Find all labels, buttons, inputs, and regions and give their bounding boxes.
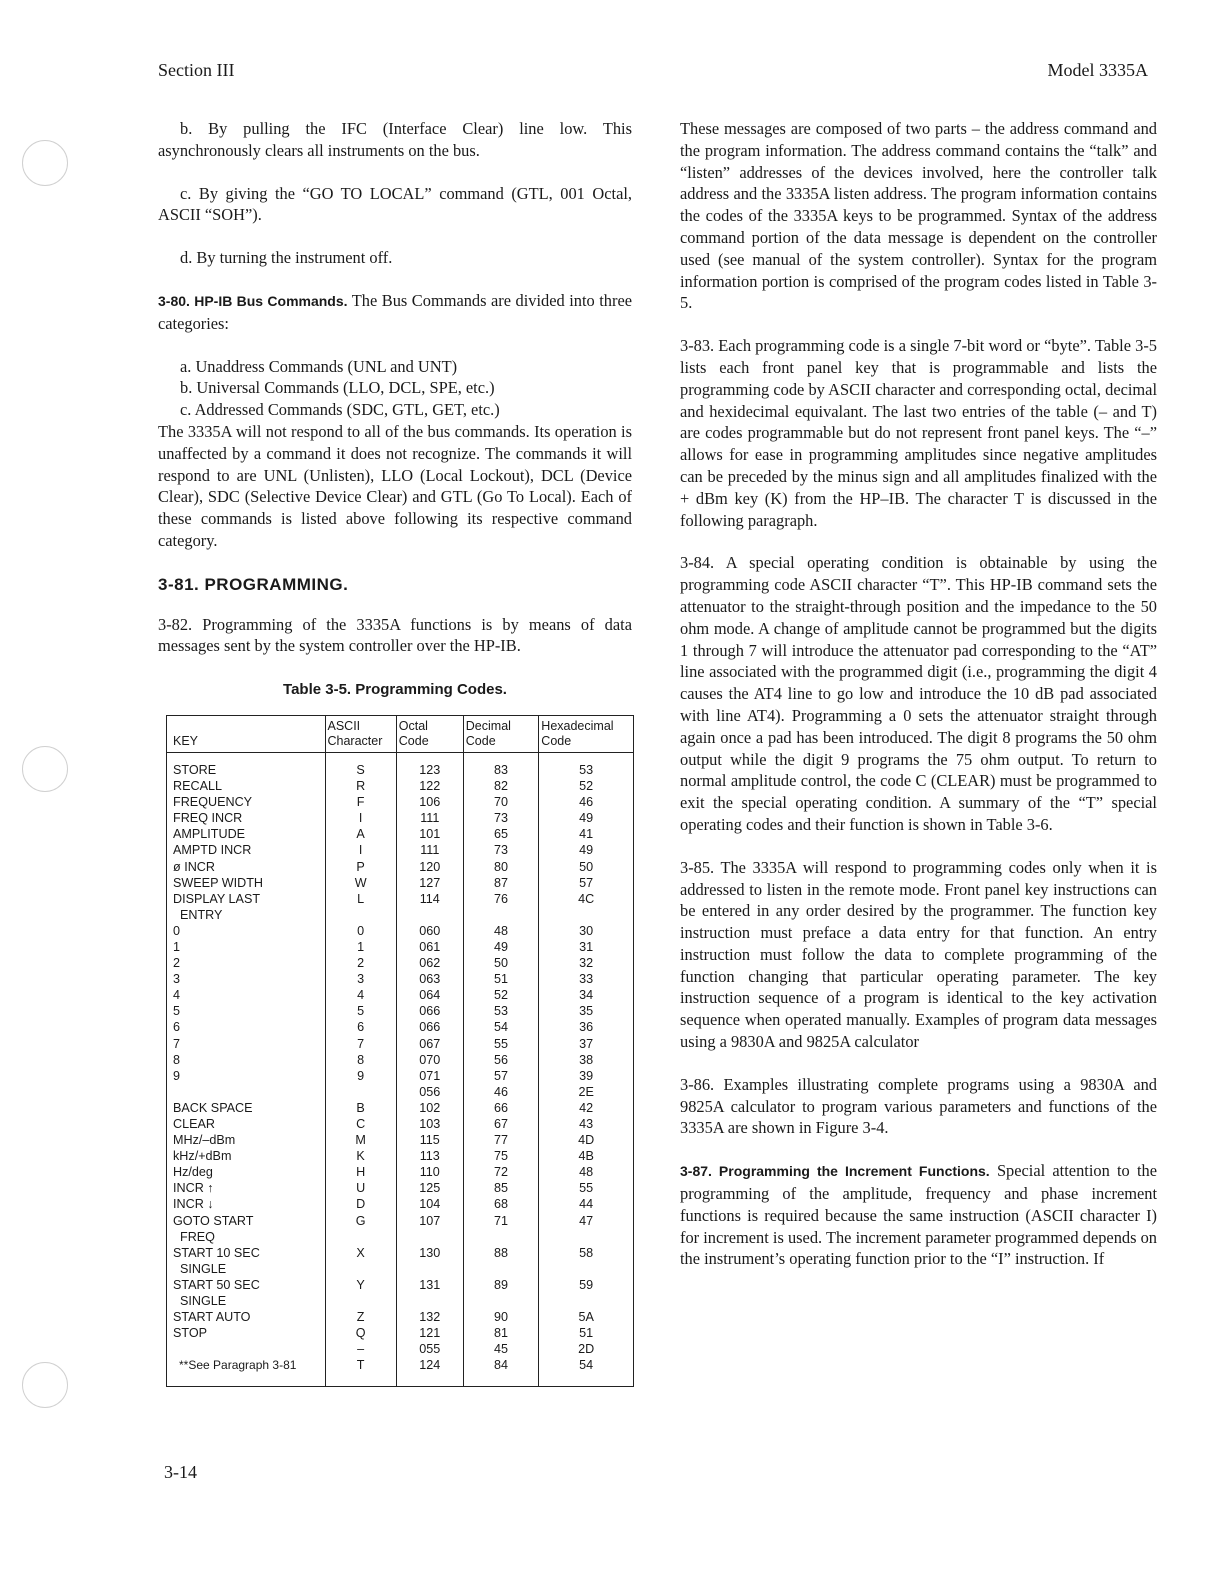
cell-ascii: 5	[325, 1003, 396, 1019]
cell-ascii: F	[325, 794, 396, 810]
cell-ascii	[325, 1229, 396, 1245]
cell-ascii: P	[325, 859, 396, 875]
table-row	[167, 971, 634, 987]
cell-octal	[396, 907, 463, 923]
table-row	[167, 842, 634, 858]
binder-hole-top	[22, 140, 68, 186]
cell-ascii	[325, 1293, 396, 1309]
cell-octal: 102	[396, 1100, 463, 1116]
cell-octal: 066	[396, 1003, 463, 1019]
cell-hex: 58	[539, 1245, 634, 1261]
table-row	[167, 939, 634, 955]
para-b: b. By pulling the IFC (Interface Clear) line low. This asynchronously clears all instruments on the bus.	[158, 119, 632, 160]
table-row	[167, 794, 634, 810]
cell-ascii: B	[325, 1100, 396, 1116]
cell-decimal: 80	[463, 859, 539, 875]
cell-ascii: C	[325, 1116, 396, 1132]
programming-codes-table	[166, 715, 634, 1387]
cell-ascii: G	[325, 1213, 396, 1229]
cell-octal: 070	[396, 1052, 463, 1068]
cell-key: INCR ↓	[167, 1196, 326, 1212]
cell-ascii: L	[325, 891, 396, 907]
cell-decimal: 53	[463, 1003, 539, 1019]
table-row	[167, 891, 634, 907]
cell-octal: 131	[396, 1277, 463, 1293]
table-row	[167, 1164, 634, 1180]
table-row	[167, 1293, 634, 1309]
right-column	[680, 118, 1157, 1291]
cell-octal: 104	[396, 1196, 463, 1212]
cell-octal: 064	[396, 987, 463, 1003]
cell-ascii: 7	[325, 1036, 396, 1052]
cell-octal: 106	[396, 794, 463, 810]
cell-hex: 4B	[539, 1148, 634, 1164]
para-d: d. By turning the instrument off.	[180, 248, 393, 268]
cell-decimal: 85	[463, 1180, 539, 1196]
cell-ascii: –	[325, 1341, 396, 1357]
cell-hex: 46	[539, 794, 634, 810]
table-row	[167, 955, 634, 971]
table-row	[167, 987, 634, 1003]
para-3-84: 3-84. A special operating condition is obtainable by using the programming code ASCII character “T”. This HP-IB command sets the attenuator to the straight-through position and the impedance to the 50 ohm mode. A change of amplitude cannot be programmed but the digits 1 through 7 will introduce the attenuator pad corresponding to the “AT” line associated with the programmed digit (i.e., programming the digit 4 causes the AT4 line to go low and introduce the 10 dB pad associated with line AT4). Programming a 0 sets the attenuator straight through again once a pad has been introduced. The digit 8 programs the 50 ohm output while the digit 9 programs the 75 ohm output. To return to normal amplitude control, the code C (CLEAR) must be programmed to exit the special operating condition. A summary of the “T” special operating codes and their function is shown in Table 3-6.	[680, 553, 1157, 834]
cell-octal: 121	[396, 1325, 463, 1341]
cell-hex: 4D	[539, 1132, 634, 1148]
cell-key: SINGLE	[167, 1261, 326, 1277]
cell-octal: 123	[396, 752, 463, 778]
col-header-ascii: ASCII Character	[325, 715, 396, 752]
cell-octal: 114	[396, 891, 463, 907]
cell-ascii: I	[325, 842, 396, 858]
table-row	[167, 810, 634, 826]
col-header-hex: Hexadecimal Code	[539, 715, 634, 752]
col-header-key: KEY	[167, 715, 326, 752]
cell-ascii: 1	[325, 939, 396, 955]
list-item: b. Universal Commands (LLO, DCL, SPE, etc.)	[180, 378, 495, 398]
cell-octal	[396, 1229, 463, 1245]
table-row	[167, 1036, 634, 1052]
cell-decimal	[463, 907, 539, 923]
table-row	[167, 907, 634, 923]
cell-ascii: 9	[325, 1068, 396, 1084]
cell-key: SWEEP WIDTH	[167, 875, 326, 891]
cell-decimal: 75	[463, 1148, 539, 1164]
table-caption: Table 3-5. Programming Codes.	[283, 681, 507, 699]
cell-ascii: 6	[325, 1019, 396, 1035]
cell-decimal: 66	[463, 1100, 539, 1116]
cell-octal: 120	[396, 859, 463, 875]
cell-key: RECALL	[167, 778, 326, 794]
cell-ascii: 8	[325, 1052, 396, 1068]
cell-octal: 132	[396, 1309, 463, 1325]
cell-key: kHz/+dBm	[167, 1148, 326, 1164]
para-3-87-text: Special attention to the programming of the amplitude, frequency and phase increment functions is required because the same instruction (ASCII character I) for increment is used. The increment parameter programmed depends on the instrument’s operating function prior to the “I” instruction. If	[680, 1161, 1157, 1269]
cell-decimal: 68	[463, 1196, 539, 1212]
binder-hole-middle	[22, 746, 68, 792]
cell-key: STOP	[167, 1325, 326, 1341]
cell-octal: 060	[396, 923, 463, 939]
cell-ascii: Q	[325, 1325, 396, 1341]
cell-hex: 55	[539, 1180, 634, 1196]
left-column	[158, 118, 632, 1387]
binder-hole-bottom	[22, 1362, 68, 1408]
cell-hex: 30	[539, 923, 634, 939]
table-row	[167, 1341, 634, 1357]
cell-hex: 59	[539, 1277, 634, 1293]
cell-octal: 124	[396, 1357, 463, 1386]
cell-ascii: A	[325, 826, 396, 842]
cell-decimal: 90	[463, 1309, 539, 1325]
cell-decimal: 71	[463, 1213, 539, 1229]
table-row	[167, 1229, 634, 1245]
cell-ascii: M	[325, 1132, 396, 1148]
cell-hex: 47	[539, 1213, 634, 1229]
table-row	[167, 826, 634, 842]
para-3-80-heading: 3-80. HP-IB Bus Commands.	[158, 292, 348, 309]
table-header-row	[167, 715, 634, 752]
cell-key: **See Paragraph 3-81	[167, 1357, 326, 1386]
cell-octal: 122	[396, 778, 463, 794]
cell-ascii: 0	[325, 923, 396, 939]
cell-hex: 48	[539, 1164, 634, 1180]
cell-octal: 111	[396, 842, 463, 858]
para-3-83: 3-83. Each programming code is a single 7-bit word or “byte”. Table 3-5 lists each front panel key that is programmable and lists the programming code by ASCII character and corresponding octal, decimal and hexidecimal equivalant. The last two entries of the table (– and T) are codes programmable but do not represent front panel keys. The “–” allows for ease in programming amplitudes since negative amplitudes can be preceded by the minus sign and all amplitudes finalized with the + dBm key (K) from the HP–IB. The character T is discussed in the following paragraph.	[680, 336, 1157, 530]
cell-key: START AUTO	[167, 1309, 326, 1325]
cell-octal: 115	[396, 1132, 463, 1148]
cell-hex: 49	[539, 842, 634, 858]
cell-hex: 41	[539, 826, 634, 842]
cell-octal: 055	[396, 1341, 463, 1357]
para-c: c. By giving the “GO TO LOCAL” command (GTL, 001 Octal, ASCII “SOH”).	[158, 183, 632, 225]
cell-ascii	[325, 907, 396, 923]
table-row	[167, 875, 634, 891]
cell-decimal: 57	[463, 1068, 539, 1084]
cell-hex	[539, 1261, 634, 1277]
table-row	[167, 1148, 634, 1164]
cell-decimal: 48	[463, 923, 539, 939]
cell-ascii: 2	[325, 955, 396, 971]
cell-decimal: 73	[463, 810, 539, 826]
cell-ascii: T	[325, 1357, 396, 1386]
cell-ascii: Z	[325, 1309, 396, 1325]
cell-hex: 51	[539, 1325, 634, 1341]
para-3-87	[680, 1160, 1157, 1270]
table-row	[167, 923, 634, 939]
table-row	[167, 1116, 634, 1132]
cell-ascii: D	[325, 1196, 396, 1212]
table-row	[167, 1003, 634, 1019]
cell-key	[167, 1084, 326, 1100]
cell-hex: 4C	[539, 891, 634, 907]
cell-key: 3	[167, 971, 326, 987]
cell-decimal: 51	[463, 971, 539, 987]
cell-key: 6	[167, 1019, 326, 1035]
table-row	[167, 1068, 634, 1084]
table-row	[167, 1245, 634, 1261]
table-row	[167, 1213, 634, 1229]
cell-key: ENTRY	[167, 907, 326, 923]
cell-ascii	[325, 1084, 396, 1100]
cell-hex: 35	[539, 1003, 634, 1019]
cell-hex: 39	[539, 1068, 634, 1084]
cell-decimal: 65	[463, 826, 539, 842]
table-row	[167, 1100, 634, 1116]
col-header-octal: Octal Code	[396, 715, 463, 752]
cell-octal: 103	[396, 1116, 463, 1132]
cell-octal: 130	[396, 1245, 463, 1261]
cell-decimal: 81	[463, 1325, 539, 1341]
cell-octal: 063	[396, 971, 463, 987]
cell-octal: 101	[396, 826, 463, 842]
cell-decimal: 56	[463, 1052, 539, 1068]
cell-decimal: 88	[463, 1245, 539, 1261]
para-3-86: 3-86. Examples illustrating complete programs using a 9830A and 9825A calculator to program various parameters and functions of the 3335A are shown in Figure 3-4.	[680, 1074, 1157, 1138]
cell-key: 0	[167, 923, 326, 939]
bus-command-list	[158, 356, 632, 421]
cell-ascii: 3	[325, 971, 396, 987]
para-3-80-text: The Bus Commands are divided into three categories:	[158, 290, 632, 333]
cell-key: 1	[167, 939, 326, 955]
cell-octal	[396, 1293, 463, 1309]
cell-decimal: 49	[463, 939, 539, 955]
cell-hex: 50	[539, 859, 634, 875]
table-row	[167, 1132, 634, 1148]
cell-octal	[396, 1261, 463, 1277]
header-model: Model 3335A	[1047, 60, 1148, 80]
cell-ascii: H	[325, 1164, 396, 1180]
cell-hex: 43	[539, 1116, 634, 1132]
cell-ascii: U	[325, 1180, 396, 1196]
cell-key: AMPLITUDE	[167, 826, 326, 842]
table-row	[167, 1052, 634, 1068]
table-row	[167, 1357, 634, 1386]
cell-hex: 36	[539, 1019, 634, 1035]
para-3-87-heading: 3-87. Programming the Increment Functions.	[680, 1163, 990, 1180]
cell-decimal: 77	[463, 1132, 539, 1148]
cell-key: 9	[167, 1068, 326, 1084]
cell-ascii	[325, 1261, 396, 1277]
cell-octal: 056	[396, 1084, 463, 1100]
page-number: 3-14	[164, 1462, 197, 1482]
cell-decimal: 89	[463, 1277, 539, 1293]
para-3-82: 3-82. Programming of the 3335A functions is by means of data messages sent by the system controller over the HP-IB.	[158, 614, 632, 656]
table-row	[167, 1180, 634, 1196]
cell-octal: 067	[396, 1036, 463, 1052]
cell-hex	[539, 1293, 634, 1309]
table-row	[167, 778, 634, 794]
table-row	[167, 859, 634, 875]
cell-ascii: W	[325, 875, 396, 891]
cell-decimal: 50	[463, 955, 539, 971]
cell-ascii: Y	[325, 1277, 396, 1293]
cell-key: START 50 SEC	[167, 1277, 326, 1293]
table-row	[167, 1019, 634, 1035]
cell-hex: 52	[539, 778, 634, 794]
cell-hex: 42	[539, 1100, 634, 1116]
cell-ascii: K	[325, 1148, 396, 1164]
table-row	[167, 1277, 634, 1293]
cell-decimal	[463, 1293, 539, 1309]
list-item: c. Addressed Commands (SDC, GTL, GET, etc.)	[180, 400, 500, 420]
cell-key: ø INCR	[167, 859, 326, 875]
cell-hex: 5A	[539, 1309, 634, 1325]
cell-decimal: 54	[463, 1019, 539, 1035]
cell-decimal: 76	[463, 891, 539, 907]
cell-octal: 125	[396, 1180, 463, 1196]
table-body	[167, 752, 634, 1386]
cell-hex	[539, 1229, 634, 1245]
cell-decimal: 73	[463, 842, 539, 858]
cell-octal: 127	[396, 875, 463, 891]
cell-key: START 10 SEC	[167, 1245, 326, 1261]
cell-key: 5	[167, 1003, 326, 1019]
cell-key: FREQUENCY	[167, 794, 326, 810]
cell-key: CLEAR	[167, 1116, 326, 1132]
cell-hex: 31	[539, 939, 634, 955]
cell-key: MHz/–dBm	[167, 1132, 326, 1148]
cell-hex: 33	[539, 971, 634, 987]
para-intro: These messages are composed of two parts – the address command and the program information. The address command contains the “talk” and “listen” addresses of the devices involved, here the controller talk address and the 3335A listen address. The program information contains the codes of the 3335A keys to be programmed. Syntax of the address command portion of the data message is dependent on the controller used (see manual of the system controller). Syntax for the program information portion is comprised of the program codes listed in Table 3-5.	[680, 119, 1157, 313]
cell-hex: 37	[539, 1036, 634, 1052]
cell-key: GOTO START	[167, 1213, 326, 1229]
cell-key: AMPTD INCR	[167, 842, 326, 858]
cell-key: FREQ	[167, 1229, 326, 1245]
cell-hex: 32	[539, 955, 634, 971]
cell-key: Hz/deg	[167, 1164, 326, 1180]
cell-decimal: 70	[463, 794, 539, 810]
header-section: Section III	[158, 60, 235, 80]
cell-hex: 38	[539, 1052, 634, 1068]
list-item: a. Unaddress Commands (UNL and UNT)	[180, 356, 458, 376]
table-row	[167, 752, 634, 778]
cell-decimal: 55	[463, 1036, 539, 1052]
cell-key: 8	[167, 1052, 326, 1068]
table-row	[167, 1309, 634, 1325]
table-row	[167, 1196, 634, 1212]
cell-ascii: S	[325, 752, 396, 778]
para-3-80-continued: The 3335A will not respond to all of the bus commands. Its operation is unaffected by a command it does not recognize. The commands it will respond to are UNL (Unlisten), LLO (Local Lockout), DCL (Device Clear), SDC (Selective Device Clear) and GTL (Go To Local). Each of these commands is listed above following its respective command category.	[158, 421, 632, 550]
cell-octal: 071	[396, 1068, 463, 1084]
col-header-decimal: Decimal Code	[463, 715, 539, 752]
cell-hex: 54	[539, 1357, 634, 1386]
section-title: 3-81. PROGRAMMING.	[158, 574, 349, 594]
cell-key: 7	[167, 1036, 326, 1052]
cell-decimal: 83	[463, 752, 539, 778]
table-row	[167, 1084, 634, 1100]
cell-hex: 34	[539, 987, 634, 1003]
table-row	[167, 1325, 634, 1341]
cell-octal: 062	[396, 955, 463, 971]
cell-key: FREQ INCR	[167, 810, 326, 826]
cell-decimal	[463, 1229, 539, 1245]
cell-key: BACK SPACE	[167, 1100, 326, 1116]
cell-decimal: 72	[463, 1164, 539, 1180]
cell-hex: 44	[539, 1196, 634, 1212]
cell-decimal: 52	[463, 987, 539, 1003]
cell-key: DISPLAY LAST	[167, 891, 326, 907]
cell-key: 4	[167, 987, 326, 1003]
cell-hex	[539, 907, 634, 923]
cell-decimal: 67	[463, 1116, 539, 1132]
cell-hex: 53	[539, 752, 634, 778]
cell-hex: 57	[539, 875, 634, 891]
cell-decimal	[463, 1261, 539, 1277]
cell-hex: 49	[539, 810, 634, 826]
cell-decimal: 45	[463, 1341, 539, 1357]
cell-octal: 107	[396, 1213, 463, 1229]
cell-hex: 2D	[539, 1341, 634, 1357]
table-row	[167, 1261, 634, 1277]
cell-octal: 066	[396, 1019, 463, 1035]
cell-key: INCR ↑	[167, 1180, 326, 1196]
cell-decimal: 87	[463, 875, 539, 891]
cell-decimal: 46	[463, 1084, 539, 1100]
cell-key: STORE	[167, 752, 326, 778]
cell-key: SINGLE	[167, 1293, 326, 1309]
cell-key: 2	[167, 955, 326, 971]
cell-decimal: 82	[463, 778, 539, 794]
cell-octal: 110	[396, 1164, 463, 1180]
cell-ascii: X	[325, 1245, 396, 1261]
cell-ascii: 4	[325, 987, 396, 1003]
cell-decimal: 84	[463, 1357, 539, 1386]
cell-ascii: R	[325, 778, 396, 794]
para-3-80	[158, 290, 632, 335]
cell-octal: 061	[396, 939, 463, 955]
cell-hex: 2E	[539, 1084, 634, 1100]
cell-octal: 113	[396, 1148, 463, 1164]
cell-ascii: I	[325, 810, 396, 826]
para-3-85: 3-85. The 3335A will respond to programming codes only when it is addressed to listen in the remote mode. Front panel key instructions can be entered in any order desired by the programmer. The function key instruction must preface a data entry for that function. An entry instruction must follow the data to complete programming of the function changing that particular operating parameter. The key instruction sequence of a program is identical to the key activation sequence when operated manually. Examples of program data messages using a 9830A and 9825A calculator	[680, 857, 1157, 1052]
cell-key	[167, 1341, 326, 1357]
cell-octal: 111	[396, 810, 463, 826]
